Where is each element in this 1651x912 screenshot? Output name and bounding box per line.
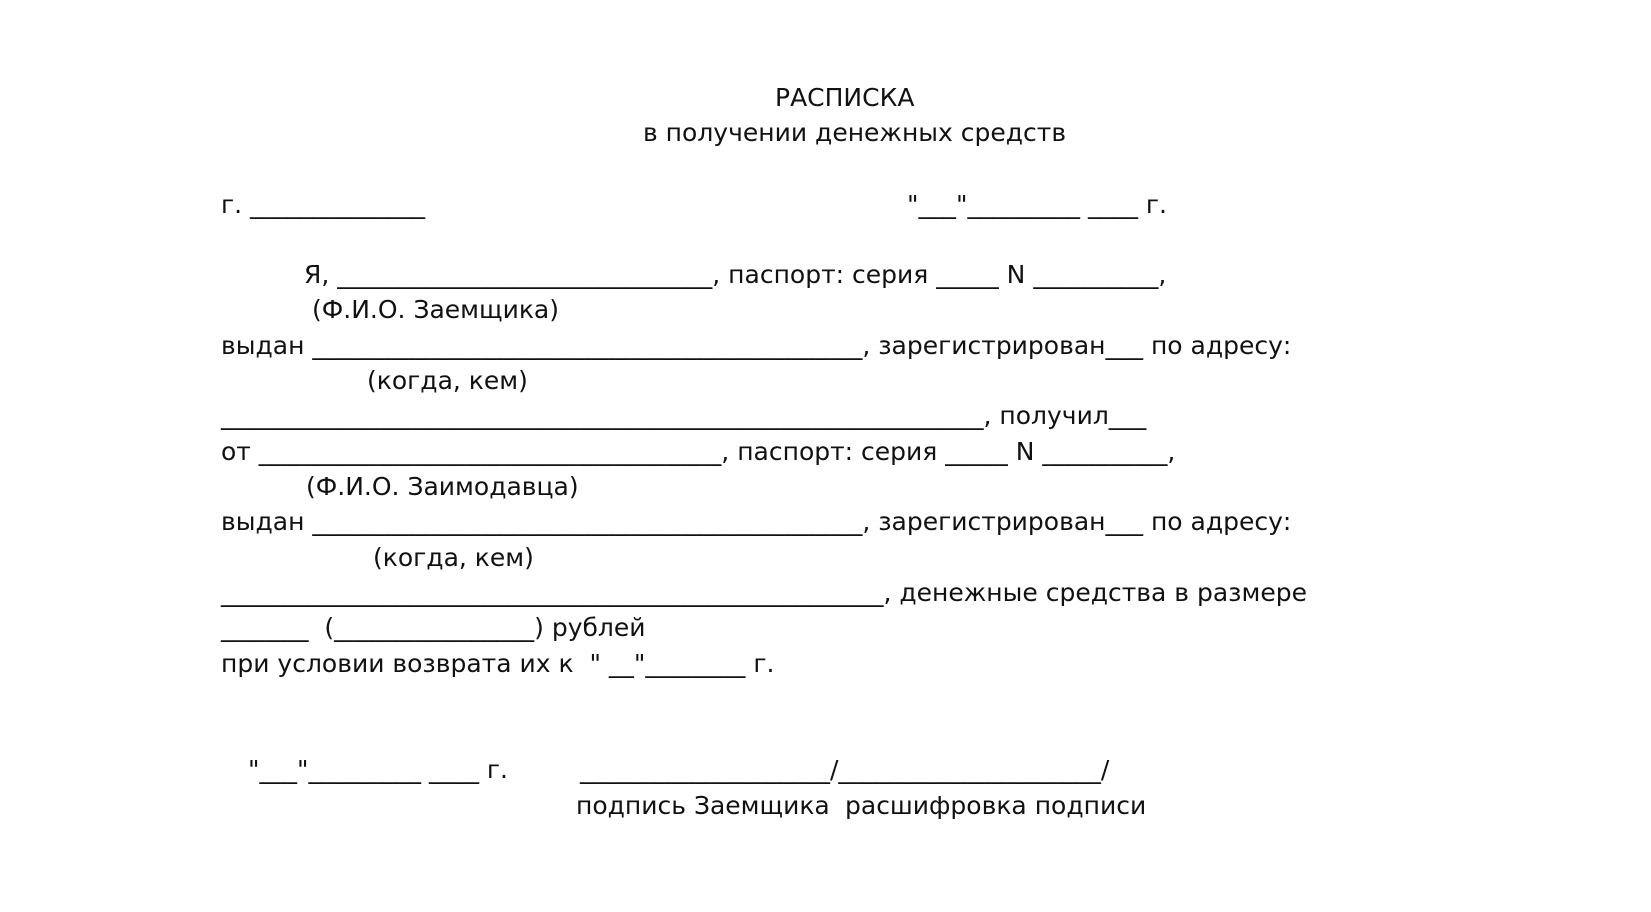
place-line: г. ______________ (221, 190, 426, 219)
return-condition-line: при условии возврата их к " __"________ г. (221, 649, 775, 678)
lender-line: от _____________________________________, паспорт: серия _____ N __________, (221, 437, 1176, 466)
signature-caption-borrower: подпись Заемщика (576, 791, 830, 820)
signature-lines: ____________________/_____________________/ (580, 755, 1110, 784)
lender-issued-hint: (когда, кем) (373, 543, 534, 572)
lender-hint: (Ф.И.О. Заимодавца) (306, 472, 579, 501)
amount-line: _______ (________________) рублей (221, 613, 646, 642)
date-line: "___"_________ ____ г. (907, 190, 1167, 219)
document-title: РАСПИСКА (775, 83, 915, 112)
borrower-hint: (Ф.И.О. Заемщика) (312, 295, 559, 324)
borrower-issued-line: выдан ____________________________________________, зарегистрирован___ по адресу: (221, 331, 1292, 360)
signature-caption-decoding: расшифровка подписи (845, 791, 1147, 820)
signature-date: "___"_________ ____ г. (248, 755, 508, 784)
document-subtitle: в получении денежных средств (643, 118, 1067, 147)
lender-address-line: _____________________________________________________, денежные средства в размере (221, 578, 1307, 607)
borrower-issued-hint: (когда, кем) (367, 366, 528, 395)
lender-issued-line: выдан ____________________________________________, зарегистрирован___ по адресу: (221, 507, 1292, 536)
borrower-address-line: _____________________________________________________________, получил___ (221, 401, 1147, 430)
borrower-line: Я, ______________________________, паспорт: серия _____ N __________, (304, 260, 1167, 289)
